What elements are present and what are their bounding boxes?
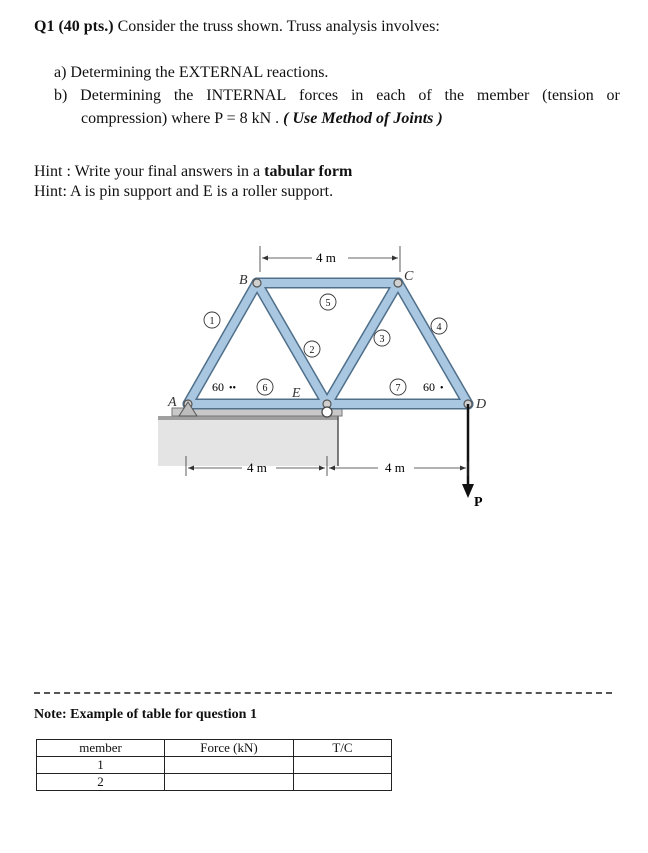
item-b-word: each <box>376 87 406 104</box>
item-b-word: the <box>173 87 194 104</box>
ground-block <box>158 416 338 466</box>
item-b-word: Determining <box>80 87 162 104</box>
member-label-5: 5 <box>325 298 331 309</box>
joint-label-a: A <box>168 395 177 410</box>
table-header-tc: T/C <box>294 740 392 757</box>
hint-1-text: Hint : Write your final answers in a <box>34 163 265 180</box>
member-label-2: 2 <box>309 345 315 356</box>
joint-label-b: B <box>239 273 248 288</box>
item-b-word: the <box>444 87 465 104</box>
truss-figure <box>150 236 490 516</box>
member-label-7: 7 <box>395 383 401 394</box>
item-b-word: or <box>606 87 620 104</box>
member-label-3: 3 <box>379 334 385 345</box>
bottom-left-dimension: 4 m <box>247 460 267 475</box>
table-note: Note: Example of table for question 1 <box>34 707 257 722</box>
pin-c <box>394 279 402 287</box>
item-b-text: compression) where P = 8 kN . <box>81 110 284 127</box>
roller-support-e <box>322 407 332 417</box>
table-cell <box>165 774 294 791</box>
load-arrow-head <box>462 484 474 498</box>
item-b-word: (tension <box>542 87 594 104</box>
angle-left-label: 60 <box>212 380 224 394</box>
table-cell: 2 <box>37 774 165 791</box>
question-number: Q1 <box>34 18 55 35</box>
item-b-word: forces <box>299 87 339 104</box>
item-b-word: member <box>476 87 530 104</box>
hint-1-bold: tabular form <box>264 163 353 180</box>
angle-right-label: 60 <box>423 380 435 394</box>
item-b-word: INTERNAL <box>206 87 287 104</box>
item-b-word: b) <box>54 87 68 104</box>
joint-label-e: E <box>292 386 301 401</box>
joint-label-c: C <box>404 269 414 284</box>
table-header-member: member <box>37 740 165 757</box>
hint-2: Hint: A is pin support and E is a roller support. <box>34 183 334 200</box>
item-a: a) Determining the EXTERNAL reactions. <box>54 64 329 81</box>
table-cell: 1 <box>37 757 165 774</box>
divider <box>34 692 612 694</box>
question-title <box>34 18 440 36</box>
hint-1 <box>34 163 352 181</box>
table-header-force: Force (kN) <box>165 740 294 757</box>
bottom-right-dimension: 4 m <box>385 460 405 475</box>
item-b-line1 <box>54 87 620 105</box>
question-points: (40 pts.) <box>58 18 114 35</box>
table-header-row <box>37 740 392 757</box>
svg-text:••: •• <box>229 383 237 394</box>
item-b-word: of <box>418 87 432 104</box>
pin-b <box>253 279 261 287</box>
table-cell <box>294 774 392 791</box>
member-label-1: 1 <box>209 316 215 327</box>
member-label-4: 4 <box>436 322 442 333</box>
item-b-line2 <box>81 110 443 128</box>
table-cell <box>165 757 294 774</box>
table-row <box>37 774 392 791</box>
load-label: P <box>474 495 483 510</box>
example-table <box>36 739 392 791</box>
svg-text:•: • <box>440 383 444 394</box>
top-dimension: 4 m <box>316 250 336 265</box>
item-b-word: in <box>350 87 364 104</box>
joint-label-d: D <box>476 397 487 412</box>
table-row <box>37 757 392 774</box>
member-label-6: 6 <box>262 383 268 394</box>
table-cell <box>294 757 392 774</box>
question-prompt: Consider the truss shown. Truss analysis involves: <box>117 18 440 35</box>
item-b-method: ( Use Method of Joints ) <box>283 110 443 127</box>
